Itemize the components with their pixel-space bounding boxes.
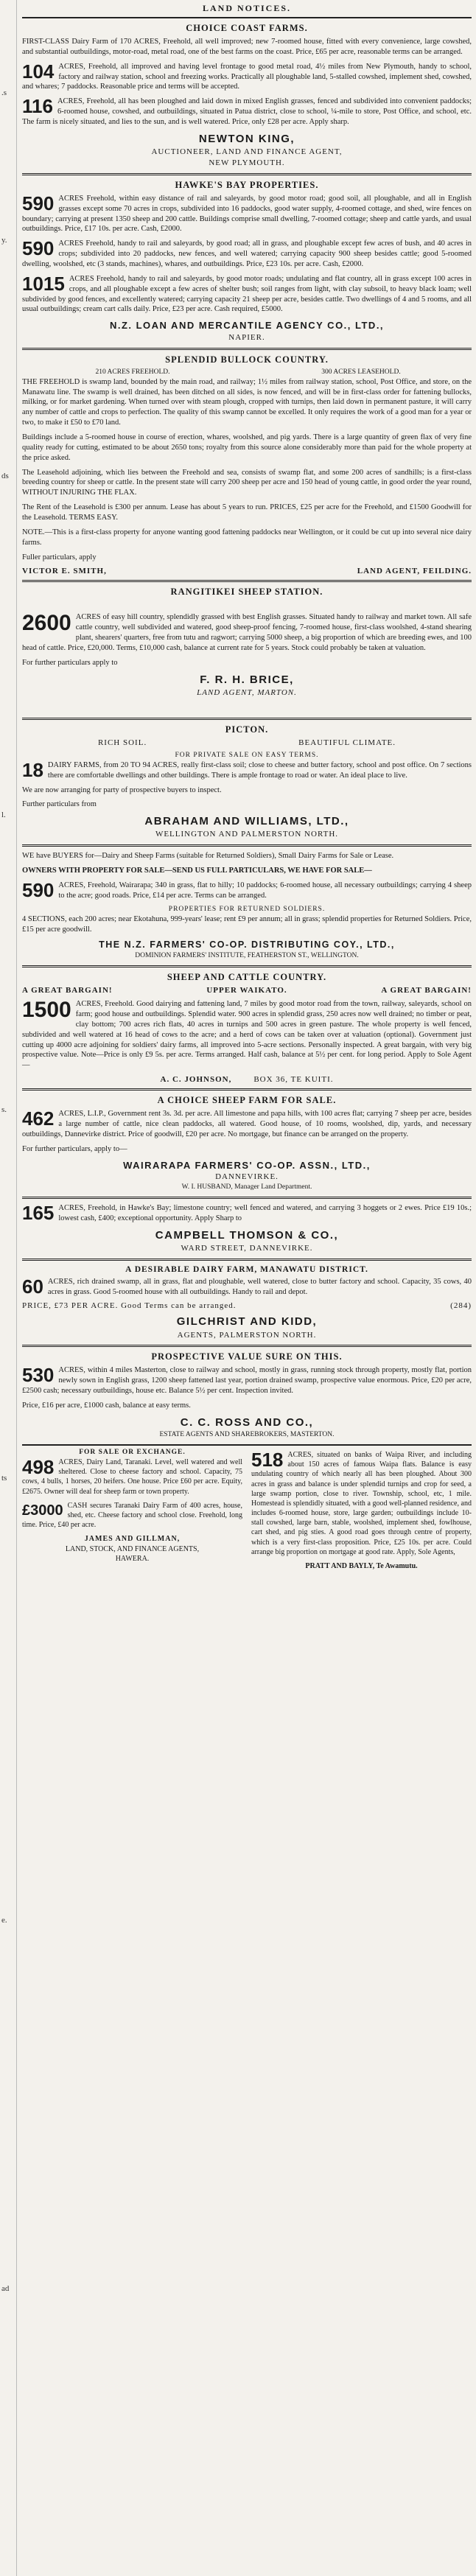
bullock-p3: The Leasehold adjoining, which lies between the Freehold and sea, consists of swamp flat, and some 200 acres of sandhills; is a first-class breeding country for sheep or cattle. In the present state will carry 200 sheep per acre and 150 head of young cattle, in good order the year round, WITHOUT INJURING THE FLAX. (22, 468, 472, 497)
hawera-agent-place: HAWERA. (115, 1555, 150, 1564)
hawera-column (22, 1449, 242, 1576)
coast-agent (22, 132, 472, 169)
campbell-text: ACRES, Freehold, in Hawke's Bay; limestone country; well fenced and watered, and carrying 3 hoggets or 2 ewes. Price £19 10s.; lowest cash, £400; exceptional opportunity. Apply Sharp to (58, 1203, 472, 1222)
sheepcattle-agent-place: BOX 36, TE KUITI. (253, 1075, 334, 1085)
campbell-agent (22, 1228, 472, 1254)
rangitikei-text: ACRES of easy hill country, splendidly grassed with best English grasses. Situated handy to railway and market town. All safe cattle country, well subdivided and watered, good sheep-proof fencing, 7-roomed house, first-class woolshed, 4-stand shearing plant, shearers' quarters, free from tutu and ragwort; carrying 5000 sheep, a big proportion of which are breeding ewes, and 100 head of cattle. Price, £20,000. Terms, £10,000 cash, balance at current rate for 5 years. Stock could probably be taken at valuation. (22, 613, 472, 652)
rangitikei-further: For further particulars apply to (22, 658, 118, 667)
bullock-p1: THE FREEHOLD is swamp land, bounded by the main road, and railway; 1½ miles from railway station, school, Post Office, and store, on the Manawatu line. The swamp is well drained, has been ditched on all sides, is now fenced, and will be in first-class order for fattening bullocks, milking, or for market gardening. When turned over with steam plough, cropped with turnips, then laid down in permanent pasture, it will carry any number of cattle and crops to perfection. The quality of this swamp cannot be excelled. It only requires the work of a good man for a year or two, to make it £50 to £70 land. (22, 377, 472, 427)
divider (22, 844, 472, 847)
manawatu-agent (22, 1315, 472, 1340)
sheepcattle-agent-name: A. C. JOHNSON, (160, 1075, 232, 1085)
bottom-columns (22, 1444, 472, 1576)
picton-agent (22, 814, 472, 840)
prospective-agent (22, 1415, 472, 1440)
hawera-agent (22, 1534, 242, 1564)
hawera-text: ACRES, Dairy Land, Taranaki. Level, well watered and well sheltered. Close to cheese factory and school. Capacity, 75 cows, 4 bulls, 1 horses, 20 heifers. One house. Price £60 per acre. Equity, £2675. Owner will deal for sheep farm or town property. (22, 1457, 242, 1496)
hawera-agent-name: JAMES AND GILLMAN, (84, 1535, 181, 1544)
manawatu-price-row (22, 1301, 472, 1310)
hawkes-ad-2 (22, 239, 472, 270)
hawkes-ad-3-number: 1015 (22, 272, 65, 295)
sheepcattle-mid: UPPER WAIKATO. (206, 986, 287, 995)
hawkes-ad-3-text: ACRES Freehold, handy to rail and saleyards, by good motor roads; undulating and flat country, all in grass except 100 acres in crops, and all ploughable except a few acres of shelter bush; soil ranges from light, with clay subsoil, to heavy black loam; well subdivided by good fences, and excellently watered; carrying capacity 21 sheep per acre, besides cattle. Two dwellings of 4 and 5 rooms, and all usual outbuildings; cream cart calls daily. Price, £23 per acre. Cash required, £5000. (22, 274, 472, 314)
divider (22, 173, 472, 175)
rangitikei-agent (22, 673, 472, 699)
bullock-p4: The Rent of the Leasehold is £300 per annum. Lease has about 5 years to run. PRICES, £25 per acre for the Freehold, and £1500 Goodwill for the Leasehold. TERMS EASY. (22, 503, 472, 522)
divider (22, 1345, 472, 1347)
rangitikei-ad (22, 612, 472, 653)
hawera-ad-2 (22, 1501, 242, 1530)
bullock-sub-left: 210 ACRES FREEHOLD. (95, 368, 170, 376)
masthead-rule (22, 17, 472, 18)
wairarapa-agent-place: DANNEVIRKE. (215, 1172, 279, 1182)
farmers-intro: WE have BUYERS for—Dairy and Sheep Farms (suitable for Returned Soldiers), Small Dairy Farms for Sale or Lease. (22, 852, 394, 861)
hawkes-agent (22, 319, 472, 343)
picton-subheads (22, 738, 472, 747)
coast-ad-2 (22, 62, 472, 93)
farmers-soldiers-title: PROPERTIES FOR RETURNED SOLDIERS. (168, 905, 326, 913)
hawera-number-2: £3000 (22, 1502, 63, 1519)
wairarapa-agent-person: W. I. HUSBAND, Manager Land Department. (181, 1183, 312, 1191)
rangitikei-title: RANGITIKEI SHEEP STATION. (170, 587, 323, 598)
wairarapa-ad (22, 1109, 472, 1140)
hawkes-agent-place: NAPIER. (228, 332, 265, 342)
awamutu-text: ACRES, situated on banks of Waipa River, and including about 150 acres of famous Waipa flats. Balance is easy undulating country of which nearly all has been ploughed. About 300 acres in grass and balance is under splendid turnips and crop for seed, a large swamp portion, close to river. Township, school, etc, 1 mile. Homestead is splendidly situated, with a good well-planned residence, and includes 6-roomed house, store, large garden; outbuildings include 10-stall cowshed, large barn, stable, woolshed, implement shed, fowlhouse, cart shed, and pig sties. A good road goes through centre of property, which is a very first-class proposition. Price, £25 10s. per acre. Could arrange big proportion on mortgage at good rate. Apply, Sole Agents, (251, 1450, 472, 1556)
picton-sale: FOR PRIVATE SALE ON EASY TERMS. (175, 751, 319, 759)
bullock-sub-right: 300 ACRES LEASEHOLD. (321, 368, 401, 376)
picton-sub-1: RICH SOIL. (97, 738, 147, 747)
rangitikei-number: 2600 (22, 611, 71, 636)
rangitikei-agent-name: F. R. H. BRICE, (200, 673, 294, 686)
sheepcattle-right: A GREAT BARGAIN! (381, 986, 472, 995)
bullock-p6: Fuller particulars, apply (22, 553, 97, 561)
hawera-text-2: CASH secures Taranaki Dairy Farm of 400 acres, house, shed, etc. Cheese factory and school close. Freehold, long time. Price, £40 per acre. (22, 1501, 242, 1530)
prospective-text: ACRES, within 4 miles Masterton, close to railway and school, mostly in grass, running stock through property, mostly flat, portion newly sown in English grass, 1200 sheep fattened last year, portion drained swamp, prospective value enormous. Price, £20 per acre, £2500 cash; necessary outbuildings, house etc. Balance 5½ per cent. Inspection invited. (22, 1366, 472, 1396)
divider (22, 965, 472, 967)
farmers-agent-place: DOMINION FARMERS' INSTITUTE, FEATHERSTON ST., WELLINGTON. (135, 952, 359, 960)
farmers-agent (22, 939, 472, 961)
prospective-number: 530 (22, 1364, 55, 1387)
manawatu-ad (22, 1277, 472, 1298)
coast-ad-3-text: ACRES, Freehold, all has been ploughed and laid down in mixed English grasses, fenced and subdivided into convenient paddocks; 6-roomed house, cowshed, and outbuildings, situated in Patua district, close to school, ¼-mile to store, Post Office, and school, etc. The farm is nicely situated, and lies to the sun, and is well watered. Price, only £28 per acre. Apply sharp. (22, 97, 472, 127)
manawatu-agent-name: GILCHRIST AND KIDD, (176, 1315, 318, 1329)
picton-title: PICTON. (225, 724, 269, 735)
campbell-agent-place: WARD STREET, DANNEVIRKE. (181, 1243, 313, 1253)
prospective-title: PROSPECTIVE VALUE SURE ON THIS. (151, 1351, 343, 1362)
hawkes-ad-1-text: ACRES Freehold, within easy distance of rail and saleyards, by good motor road; good soil, all ploughable, and all in English grasses except some 70 acres in crops, subdivided into 16 paddocks, good water supply, 4-roomed cottage, and shed, wire fences on boundary; carrying at present 1350 sheep and 200 cattle. Buildings comprise small dwelling, 7-roomed cottage; sheep and cattle yards, and usual outbuildings. Price, £17 10s. per acre. Cash, £2000. (22, 194, 472, 234)
divider (22, 348, 472, 350)
bullock-p5: NOTE.—This is a first-class property for anyone wanting good fattening paddocks near Wellington, or it could be cut up into several nice dairy farms. (22, 528, 472, 547)
bullock-title: SPLENDID BULLOCK COUNTRY. (165, 354, 329, 365)
farmers-ad-1 (22, 881, 472, 901)
farmers-number: 590 (22, 879, 55, 902)
masthead: LAND NOTICES. (202, 3, 292, 13)
divider (22, 1259, 472, 1261)
picton-agent-place: WELLINGTON AND PALMERSTON NORTH. (155, 830, 339, 839)
coast-ad-3-number: 116 (22, 95, 53, 118)
farmers-ad-2: 4 SECTIONS, each 200 acres; near Ekotahuna, 999-years' lease; rent £9 per annum; all in grass; splendid properties for Returned Soldiers. Price, £15 per acre goodwill. (22, 914, 472, 934)
wairarapa-number: 462 (22, 1107, 55, 1130)
prospective-price: Price, £16 per acre, £1000 cash, balance at easy terms. (22, 1401, 191, 1410)
hawera-ad-1 (22, 1457, 242, 1497)
wairarapa-agent (22, 1159, 472, 1192)
coast-ad-2-text: ACRES, Freehold, all improved and having level frontage to good metal road, 4½ miles from New Plymouth, handy to school, factory and railway station, school and freezing works. Practically all ploughable land, 5-stalled cowshed, implement shed, cowshed, and whares; 7 paddocks. Reasonable price and terms will be accepted. (22, 62, 472, 91)
picton-p2: We are now arranging for party of prospective buyers to inspect. (22, 785, 222, 794)
manawatu-text: ACRES, rich drained swamp, all in grass, flat and ploughable, well watered, close to butter factory and school. Capacity, 35 cows, 40 acres in grass. Good 5-roomed house with all outbuildings. Handy to rail and depot. (47, 1277, 472, 1296)
hawkes-title: HAWKE'S BAY PROPERTIES. (175, 179, 319, 190)
hawera-title: FOR SALE OR EXCHANGE. (79, 1448, 186, 1456)
coast-agent-place: NEW PLYMOUTH. (209, 158, 285, 167)
wairarapa-agent-name: WAIRARAPA FARMERS' CO-OP. ASSN., LTD., (123, 1159, 371, 1171)
manawatu-title: A DESIRABLE DAIRY FARM, MANAWATU DISTRICT. (125, 1264, 368, 1274)
campbell-agent-name: CAMPBELL THOMSON & CO., (155, 1228, 339, 1242)
hawkes-ad-3 (22, 274, 472, 315)
awamutu-ad (251, 1450, 472, 1557)
divider (22, 718, 472, 720)
hawkes-agent-name: N.Z. LOAN AND MERCANTILE AGENCY CO., LTD., (109, 320, 385, 332)
manawatu-ref: (284) (450, 1301, 472, 1311)
coast-title: CHOICE COAST FARMS. (186, 23, 308, 33)
farmers-text: ACRES, Freehold, Wairarapa; 340 in grass, flat to hilly; 10 paddocks; 6-roomed house, all necessary outbuildings; carrying 4 sheep to the acre; good roads. Price, £14 per acre. Terms can be arranged. (58, 881, 472, 900)
sheepcattle-text: ACRES, Freehold. Good dairying and fattening land, 7 miles by good motor road from the town, railway, saleyards, school on farm; good house and outbuildings. Splendid water. 900 acres in splendid grass, 250 acres now well drained; no timber or peat, clay bottom; 700 acres rich flats, 40 acres in turnips and 500 acres in green pasture. The whole property is well fenced, subdivided and well watered at 16 head of cows to the acre; and a herd of cows can be taken over at valuation (optional). Government just cutting up 4000 acre adjoining for soldiers' dairy farms, all improved into 5-acre sections. Personally inspected. A great bargain, with very big prospective value. Note—Price is only £9 5s. per acre. Terms arranged. Half cash, balance at 5½ per cent. for long period. Apply to Sole Agent— (22, 1000, 472, 1070)
adjacent-column-fragment: .s y. ds l. s. ts e. ad (0, 0, 17, 2576)
awamutu-column (251, 1449, 472, 1576)
prospective-agent-place: ESTATE AGENTS AND SHAREBROKERS, MASTERTON. (159, 1431, 335, 1439)
hawera-number: 498 (22, 1455, 55, 1478)
coast-agent-role: AUCTIONEER, LAND AND FINANCE AGENT, (151, 147, 343, 157)
picton-p3: Further particulars from (22, 800, 97, 809)
divider (22, 1088, 472, 1091)
wairarapa-further: For further particulars, apply to— (22, 1144, 127, 1153)
rangitikei-agent-role: LAND AGENT, MARTON. (197, 687, 297, 697)
bullock-agent-name: VICTOR E. SMITH, (22, 567, 107, 576)
prospective-ad (22, 1365, 472, 1396)
coast-ad-3 (22, 97, 472, 127)
sheepcattle-title: SHEEP AND CATTLE COUNTRY. (167, 972, 327, 983)
awamutu-number: 518 (251, 1448, 284, 1471)
sheepcattle-subheads (22, 986, 472, 995)
farmers-agent-name: THE N.Z. FARMERS' CO-OP. DISTRIBUTING COY., LTD., (99, 939, 395, 951)
hawkes-ad-1-number: 590 (22, 192, 55, 214)
campbell-ad (22, 1203, 472, 1224)
sheepcattle-ad (22, 999, 472, 1071)
bullock-subheads (22, 368, 472, 376)
awamutu-agent: PRATT AND BAYLY, Te Awamutu. (305, 1562, 418, 1571)
wairarapa-text: ACRES, L.I.P., Government rent 3s. 3d. per acre. All limestone and papa hills, with 100 acres flat; carrying 7 sheep per acre, besides a large number of cattle, nice clean paddocks, all watered. Good house, of 10 rooms, woolshed, dip, yards, and necessary outbuildings, Dannevirke district. Price of goodwill, £20 per acre. No mortgage, but finance can be arranged on the property. (22, 1110, 472, 1138)
coast-ad-1: FIRST-CLASS Dairy Farm of 170 ACRES, Freehold, all well improved; new 7-roomed house, fitted with every convenience, large cowshed, and substantial outbuildings, motor-road, metal road, one of the best farms on the coast. Price, £65 per acre, reasonable terms can be arranged. (22, 38, 472, 56)
divider (22, 580, 472, 582)
divider (22, 1197, 472, 1199)
coast-agent-name: NEWTON KING, (198, 132, 295, 145)
campbell-number: 165 (22, 1201, 55, 1224)
coast-ad-2-number: 104 (22, 60, 55, 83)
manawatu-price: PRICE, £73 PER ACRE. Good Terms can be arranged. (22, 1301, 237, 1311)
hawera-agent-role: LAND, STOCK, AND FINANCE AGENTS, (65, 1544, 200, 1553)
picton-text: DAIRY FARMS, from 20 TO 94 ACRES, really first-class soil; close to cheese and butter factory, school and post office. On 7 sections there are comfortable dwellings and other buildings. There is ample frontage to road or water. An ideal place to live. (47, 760, 472, 780)
sheepcattle-left: A GREAT BARGAIN! (22, 986, 113, 995)
hawkes-ad-2-text: ACRES Freehold, handy to rail and saleyards, by good road; all in grass, and ploughable except few acres of bush, and 40 acres in crops; subdivided into 20 paddocks, new fences, and well watered; carrying capacity 900 sheep besides cattle; good 5-roomed dwelling, woolshed, etc (3 stands, machines), whares, and outbuildings. Price, £23 10s. per acre. Cash, £2000. (22, 239, 472, 268)
wairarapa-title: A CHOICE SHEEP FARM FOR SALE. (157, 1095, 337, 1106)
land-notices-page (22, 0, 472, 2576)
farmers-owners: OWNERS WITH PROPERTY FOR SALE—SEND US FULL PARTICULARS, WE HAVE FOR SALE— (22, 867, 372, 875)
bullock-agent-role: LAND AGENT, FEILDING. (357, 567, 472, 576)
picton-number: 18 (22, 758, 43, 781)
bullock-p2: Buildings include a 5-roomed house in course of erection, whares, woolshed, and pig yards. There is a large quantity of green flax of very fine quality ready for cutting, estimated to be about 2650 tons; royalty from this source alone considerably more than paid for the whole property at the price asked. (22, 433, 472, 462)
prospective-agent-name: C. C. ROSS AND CO., (180, 1415, 314, 1429)
sheepcattle-agent (22, 1075, 472, 1084)
picton-agent-name: ABRAHAM AND WILLIAMS, LTD., (144, 815, 349, 828)
picton-sub-2: BEAUTIFUL CLIMATE. (298, 738, 396, 747)
sheepcattle-number: 1500 (22, 998, 71, 1023)
hawkes-ad-2-number: 590 (22, 237, 55, 260)
hawkes-ad-1 (22, 194, 472, 234)
bullock-agent (22, 567, 472, 575)
manawatu-number: 60 (22, 1275, 43, 1298)
manawatu-agent-place: AGENTS, PALMERSTON NORTH. (177, 1330, 317, 1340)
picton-ad (22, 760, 472, 781)
